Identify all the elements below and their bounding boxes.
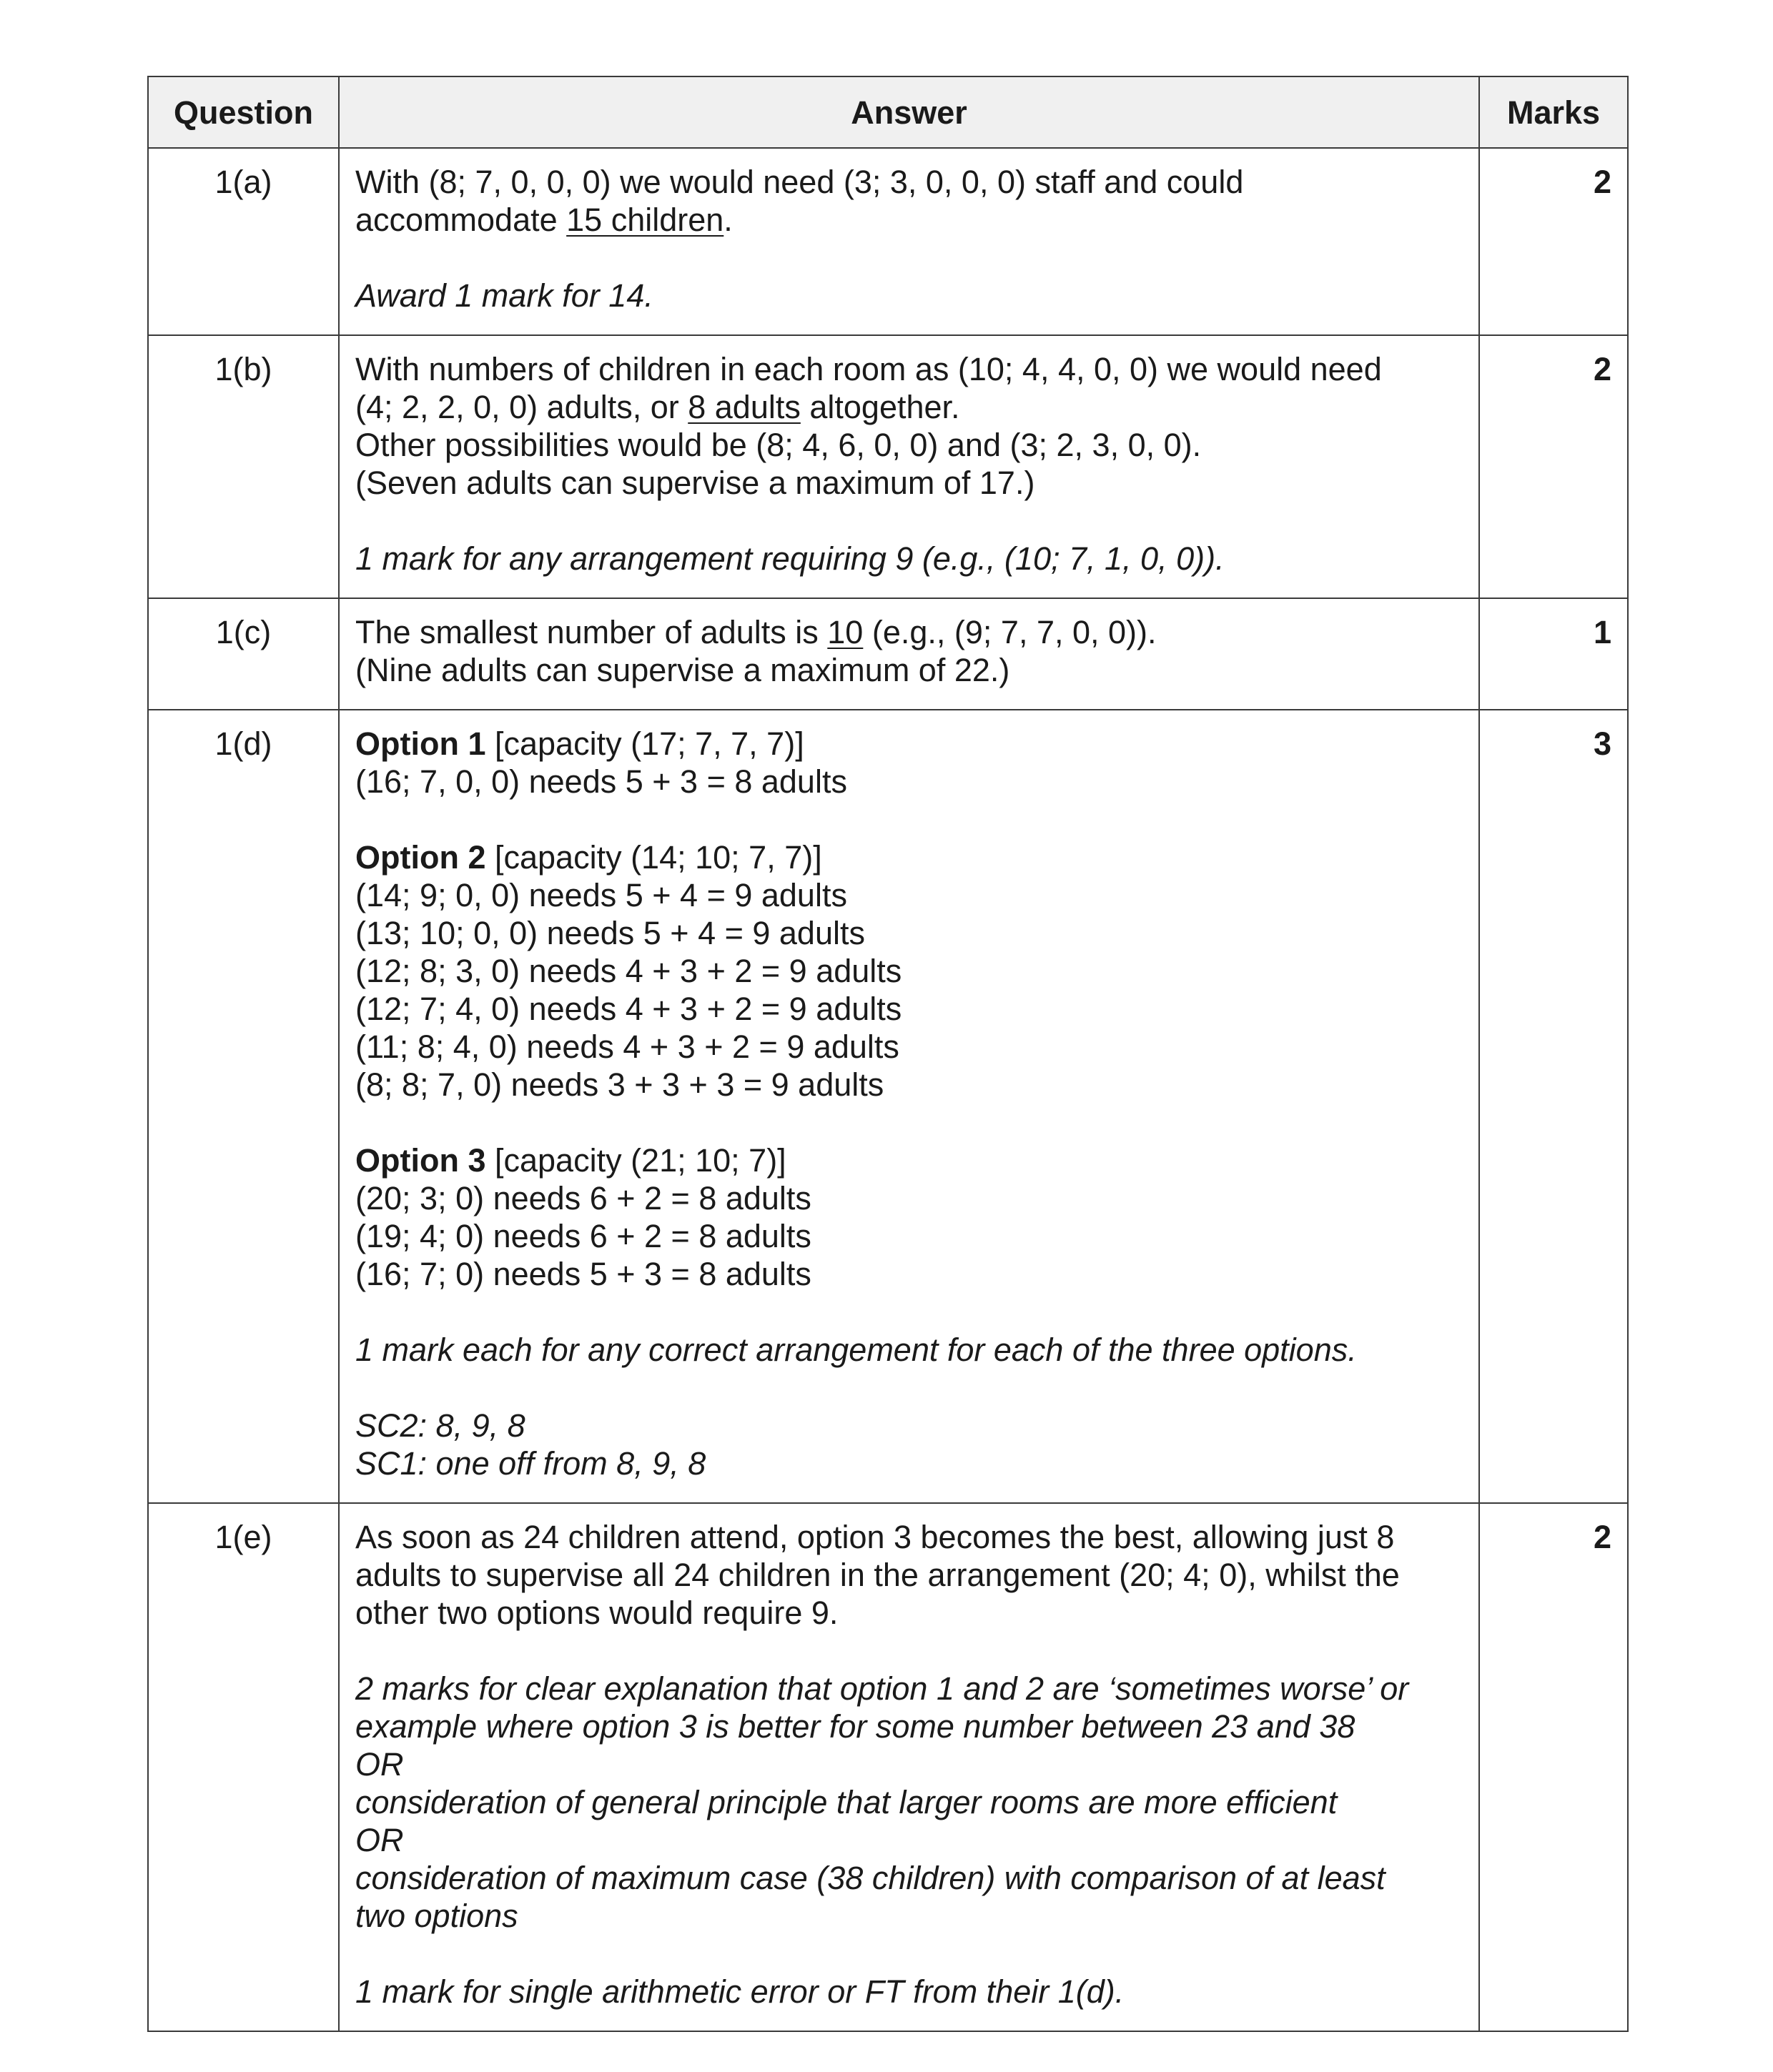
option-heading [355,725,1463,763]
answer-line: Other possibilities would be (8; 4, 6, 0, 0) and (3; 2, 3, 0, 0). [355,427,1202,463]
answer-line: (20; 3; 0) needs 6 + 2 = 8 adults [355,1180,811,1216]
option-capacity: [capacity (17; 7, 7, 7)] [485,725,804,762]
marking-note: 1 mark for any arrangement requiring 9 (e.g., (10; 7, 1, 0, 0)). [355,540,1225,577]
answer-cell [339,148,1479,335]
marking-note: 1 mark for single arithmetic error or FT from their 1(d). [355,1973,1125,2010]
marking-note: 2 marks for clear explanation that option 1 and 2 are ‘sometimes worse’ or [355,1670,1409,1707]
answer-underlined: 8 adults [688,389,801,425]
answer-line: (13; 10; 0, 0) needs 5 + 4 = 9 adults [355,915,865,951]
answer-line: As soon as 24 children attend, option 3 becomes the best, allowing just 8 [355,1519,1395,1555]
marking-note: example where option 3 is better for some number between 23 and 38 [355,1708,1355,1745]
answer-line [355,388,1463,426]
answer-cell [339,598,1479,710]
answer-line: (19; 4; 0) needs 6 + 2 = 8 adults [355,1218,811,1254]
marks-cell: 1 [1479,598,1628,710]
question-cell: 1(e) [148,1503,339,2031]
answer-line: With numbers of children in each room as (10; 4, 4, 0, 0) we would need [355,351,1382,387]
answer-text: The smallest number of adults is [355,614,828,650]
table-row-1e [148,1503,1628,2031]
option-heading [355,1141,1463,1179]
answer-text: (4; 2, 2, 0, 0) adults, or [355,389,688,425]
answer-line: (11; 8; 4, 0) needs 4 + 3 + 2 = 9 adults [355,1028,899,1065]
answer-line [355,613,1463,651]
question-cell: 1(a) [148,148,339,335]
option-capacity: [capacity (21; 10; 7)] [485,1142,786,1179]
answer-line: (12; 7; 4, 0) needs 4 + 3 + 2 = 9 adults [355,991,902,1027]
table-row-1d [148,710,1628,1503]
answer-underlined: 10 [827,614,864,650]
marks-cell: 2 [1479,1503,1628,2031]
answer-line: (16; 7, 0, 0) needs 5 + 3 = 8 adults [355,763,847,800]
marking-note: 1 mark each for any correct arrangement for each of the three options. [355,1332,1357,1368]
mark-scheme-table [147,76,1629,2032]
marking-note: OR [355,1822,404,1858]
answer-line: (16; 7; 0) needs 5 + 3 = 8 adults [355,1256,811,1292]
marking-note: consideration of maximum case (38 children) with comparison of at least [355,1860,1386,1896]
header-marks: Marks [1479,76,1628,148]
option-label: Option 2 [355,839,486,876]
answer-underlined: 15 children [566,202,724,238]
question-cell: 1(c) [148,598,339,710]
table-row-1a [148,148,1628,335]
header-question: Question [148,76,339,148]
option-label: Option 1 [355,725,486,762]
header-answer: Answer [339,76,1479,148]
option-capacity: [capacity (14; 10; 7, 7)] [485,839,822,876]
answer-text: . [723,202,733,238]
marks-cell: 2 [1479,148,1628,335]
question-cell: 1(b) [148,335,339,598]
answer-line: With (8; 7, 0, 0, 0) we would need (3; 3, 0, 0, 0) staff and could [355,164,1244,200]
answer-cell [339,710,1479,1503]
option-heading [355,838,1463,876]
answer-line: (14; 9; 0, 0) needs 5 + 4 = 9 adults [355,877,847,913]
answer-line: (Nine adults can supervise a maximum of 22.) [355,652,1010,688]
marking-note: SC2: 8, 9, 8 [355,1407,525,1444]
answer-text: (e.g., (9; 7, 7, 0, 0)). [863,614,1157,650]
marking-note: SC1: one off from 8, 9, 8 [355,1445,706,1482]
question-cell: 1(d) [148,710,339,1503]
answer-cell [339,1503,1479,2031]
answer-line: other two options would require 9. [355,1595,839,1631]
marking-note: two options [355,1898,518,1934]
answer-line: (Seven adults can supervise a maximum of 17.) [355,465,1035,501]
answer-text: altogether. [800,389,960,425]
answer-line: (8; 8; 7, 0) needs 3 + 3 + 3 = 9 adults [355,1066,884,1103]
marking-note: Award 1 mark for 14. [355,277,653,314]
option-label: Option 3 [355,1142,486,1179]
answer-text: accommodate [355,202,567,238]
answer-cell [339,335,1479,598]
table-row-1c [148,598,1628,710]
answer-line [355,201,1463,239]
table-row-1b [148,335,1628,598]
answer-line: (12; 8; 3, 0) needs 4 + 3 + 2 = 9 adults [355,953,902,989]
answer-line: adults to supervise all 24 children in the arrangement (20; 4; 0), whilst the [355,1557,1400,1593]
marks-cell: 3 [1479,710,1628,1503]
marking-note: OR [355,1746,404,1783]
header-row [148,76,1628,148]
marking-note: consideration of general principle that larger rooms are more efficient [355,1784,1338,1820]
marks-cell: 2 [1479,335,1628,598]
